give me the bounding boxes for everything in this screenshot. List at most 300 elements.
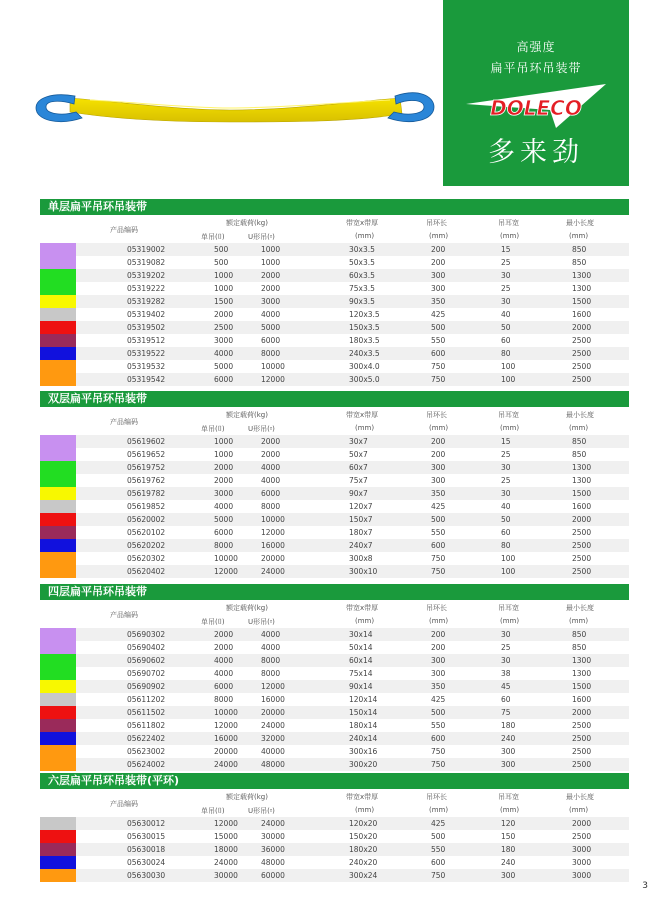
header-unit: (mm) [569,617,589,625]
cell-loop-length: 425 [431,502,446,511]
cell-loop-length: 750 [431,375,446,384]
header-width-thickness: 带宽x带厚 [346,604,379,612]
section-title: 单层扁平吊环吊装带 [40,199,629,215]
color-swatch [40,474,76,487]
header-min-length: 最小长度 [566,219,594,227]
cell-code: 05611202 [127,695,166,704]
color-swatch [40,360,76,373]
cell-min-length: 850 [572,437,587,446]
cell-loop-width: 25 [501,476,511,485]
header-min-length: 最小长度 [566,411,594,419]
cell-code: 05620202 [127,541,166,550]
header-unit: (mm) [569,424,589,432]
cell-width-thickness: 150x7 [349,515,373,524]
cell-u-load: 4000 [261,643,281,652]
cell-width-thickness: 30x7 [349,437,368,446]
color-swatch [40,373,76,386]
cell-loop-width: 40 [501,502,511,511]
product-section [40,391,629,578]
cell-single-load: 4000 [214,669,234,678]
table-row [40,758,629,771]
cell-single-load: 2000 [214,463,234,472]
cell-code: 05319282 [127,297,166,306]
cell-width-thickness: 300x24 [349,871,378,880]
cell-u-load: 60000 [261,871,285,880]
color-swatch [40,641,76,654]
cell-u-load: 6000 [261,489,281,498]
cell-code: 05619782 [127,489,166,498]
cell-single-load: 10000 [214,708,238,717]
cell-single-load: 4000 [214,656,234,665]
cell-single-load: 500 [214,258,229,267]
color-swatch [40,565,76,578]
table-row [40,448,629,461]
header-loop-width: 吊耳宽 [498,793,519,801]
table-row [40,719,629,732]
cell-width-thickness: 300x5.0 [349,375,380,384]
cell-code: 05619852 [127,502,166,511]
color-swatch [40,552,76,565]
cell-loop-length: 200 [431,643,446,652]
cell-loop-width: 60 [501,695,511,704]
table-row [40,513,629,526]
cell-u-load: 24000 [261,567,285,576]
cell-min-length: 3000 [572,871,592,880]
logo-text: DOLECO [490,96,582,120]
cell-min-length: 1300 [572,463,592,472]
color-swatch [40,869,76,882]
cell-loop-length: 300 [431,476,446,485]
cell-single-load: 2000 [214,630,234,639]
header-load: 额定载荷(kg) [226,604,268,612]
cell-min-length: 1500 [572,489,592,498]
cell-min-length: 2000 [572,819,592,828]
cell-single-load: 12000 [214,819,238,828]
header-u-loop: U形吊(⏒) [248,618,275,626]
cell-u-load: 2000 [261,271,281,280]
cell-min-length: 2500 [572,760,592,769]
cell-loop-length: 750 [431,362,446,371]
header-unit: (mm) [355,232,375,240]
cell-u-load: 4000 [261,476,281,485]
table-row [40,308,629,321]
cell-width-thickness: 300x16 [349,747,378,756]
cell-loop-width: 30 [501,656,511,665]
cell-u-load: 8000 [261,349,281,358]
header-unit: (mm) [569,806,589,814]
cell-width-thickness: 240x7 [349,541,373,550]
cell-single-load: 2000 [214,476,234,485]
cell-code: 05690302 [127,630,166,639]
cell-u-load: 8000 [261,502,281,511]
cell-loop-length: 500 [431,515,446,524]
header-width-thickness: 带宽x带厚 [346,411,379,419]
color-swatch [40,435,76,448]
cell-code: 05624002 [127,760,166,769]
cell-min-length: 2000 [572,515,592,524]
cell-loop-length: 500 [431,708,446,717]
cell-min-length: 1500 [572,297,592,306]
table-row [40,869,629,882]
cell-width-thickness: 90x3.5 [349,297,375,306]
color-swatch [40,282,76,295]
cell-loop-width: 50 [501,515,511,524]
color-swatch [40,461,76,474]
cell-width-thickness: 180x20 [349,845,378,854]
color-swatch [40,830,76,843]
header-unit: (mm) [500,617,520,625]
cell-loop-length: 425 [431,310,446,319]
cell-single-load: 10000 [214,554,238,563]
cell-loop-length: 750 [431,871,446,880]
table-row [40,667,629,680]
cell-min-length: 3000 [572,858,592,867]
cell-min-length: 2500 [572,528,592,537]
cell-u-load: 8000 [261,656,281,665]
cell-single-load: 8000 [214,541,234,550]
cell-loop-length: 200 [431,437,446,446]
cell-width-thickness: 60x7 [349,463,368,472]
cell-min-length: 850 [572,630,587,639]
cell-single-load: 16000 [214,734,238,743]
cell-loop-length: 500 [431,323,446,332]
cell-u-load: 4000 [261,463,281,472]
cell-loop-width: 120 [501,819,516,828]
cell-width-thickness: 180x7 [349,528,373,537]
brand-panel [443,0,629,186]
cell-loop-length: 300 [431,669,446,678]
color-swatch [40,693,76,706]
color-swatch [40,719,76,732]
cell-code: 05623002 [127,747,166,756]
table-row [40,334,629,347]
cell-loop-length: 750 [431,554,446,563]
color-swatch [40,500,76,513]
table-row [40,706,629,719]
header-u-loop: U形吊(⏒) [248,807,275,815]
color-swatch [40,758,76,771]
cell-width-thickness: 90x7 [349,489,368,498]
cell-loop-length: 425 [431,695,446,704]
cell-code: 05622402 [127,734,166,743]
cell-u-load: 12000 [261,528,285,537]
header-unit: (mm) [429,617,449,625]
cell-loop-length: 600 [431,858,446,867]
cell-single-load: 6000 [214,682,234,691]
cell-single-load: 5000 [214,515,234,524]
cell-code: 05620402 [127,567,166,576]
header-unit: (mm) [500,806,520,814]
section-title: 双层扁平吊环吊装带 [40,391,629,407]
table-row [40,843,629,856]
cell-code: 05319542 [127,375,166,384]
cell-loop-length: 350 [431,489,446,498]
table-row [40,360,629,373]
cell-single-load: 2500 [214,323,234,332]
cell-loop-width: 45 [501,682,511,691]
cell-code: 05619652 [127,450,166,459]
header-loop-length: 吊环长 [426,604,447,612]
cell-code: 05319202 [127,271,166,280]
cell-loop-width: 30 [501,463,511,472]
cell-min-length: 850 [572,245,587,254]
cell-loop-width: 80 [501,349,511,358]
cell-width-thickness: 300x20 [349,760,378,769]
table-row [40,732,629,745]
table-row [40,321,629,334]
cell-width-thickness: 120x7 [349,502,373,511]
cell-width-thickness: 300x10 [349,567,378,576]
color-swatch [40,680,76,693]
header-loop-width: 吊耳宽 [498,604,519,612]
product-section [40,584,629,771]
cell-code: 05319502 [127,323,166,332]
cell-min-length: 2500 [572,336,592,345]
table-row [40,526,629,539]
cell-loop-length: 750 [431,747,446,756]
cell-min-length: 1600 [572,502,592,511]
cell-width-thickness: 50x14 [349,643,373,652]
cell-code: 05319402 [127,310,166,319]
cell-single-load: 12000 [214,721,238,730]
cell-code: 05630012 [127,819,166,828]
table-row [40,461,629,474]
cell-loop-width: 30 [501,271,511,280]
cell-loop-length: 350 [431,682,446,691]
cell-loop-width: 80 [501,541,511,550]
cell-single-load: 24000 [214,760,238,769]
cell-single-load: 2000 [214,310,234,319]
header-code: 产品编码 [110,226,138,234]
table-subheader-row [40,226,629,243]
header-loop-length: 吊环长 [426,793,447,801]
cell-code: 05630030 [127,871,166,880]
color-swatch [40,334,76,347]
cell-width-thickness: 180x3.5 [349,336,380,345]
cell-code: 05630024 [127,858,166,867]
cell-single-load: 6000 [214,375,234,384]
color-swatch [40,745,76,758]
cell-u-load: 24000 [261,819,285,828]
cell-min-length: 1300 [572,271,592,280]
cell-min-length: 850 [572,450,587,459]
brand-name-cn: 多来劲 [488,137,584,168]
cell-single-load: 1000 [214,450,234,459]
cell-single-load: 4000 [214,502,234,511]
cell-single-load: 5000 [214,362,234,371]
cell-loop-length: 300 [431,284,446,293]
cell-single-load: 3000 [214,336,234,345]
cell-loop-width: 25 [501,258,511,267]
cell-loop-width: 15 [501,245,511,254]
header-unit: (mm) [429,806,449,814]
brand-tagline-1: 高强度 [516,40,556,54]
sling-illustration [30,88,440,138]
cell-code: 05620002 [127,515,166,524]
cell-single-load: 8000 [214,695,234,704]
cell-code: 05690402 [127,643,166,652]
cell-width-thickness: 300x8 [349,554,373,563]
cell-loop-width: 300 [501,871,516,880]
cell-loop-width: 240 [501,858,516,867]
cell-u-load: 30000 [261,832,285,841]
cell-width-thickness: 30x14 [349,630,373,639]
cell-u-load: 40000 [261,747,285,756]
color-swatch [40,856,76,869]
cell-loop-length: 600 [431,349,446,358]
cell-loop-width: 40 [501,310,511,319]
header-unit: (mm) [355,806,375,814]
cell-u-load: 1000 [261,258,281,267]
cell-single-load: 500 [214,245,229,254]
cell-width-thickness: 75x14 [349,669,373,678]
table-row [40,269,629,282]
color-swatch [40,269,76,282]
cell-width-thickness: 240x3.5 [349,349,380,358]
page-number: 3 [642,881,648,891]
table-row [40,243,629,256]
table-subheader-row [40,611,629,628]
cell-u-load: 2000 [261,437,281,446]
cell-loop-width: 15 [501,437,511,446]
header-width-thickness: 带宽x带厚 [346,219,379,227]
color-swatch [40,667,76,680]
cell-loop-width: 38 [501,669,511,678]
table-row [40,539,629,552]
table-row [40,500,629,513]
cell-code: 05630018 [127,845,166,854]
cell-loop-length: 500 [431,832,446,841]
cell-width-thickness: 150x3.5 [349,323,380,332]
cell-width-thickness: 60x3.5 [349,271,375,280]
cell-loop-width: 25 [501,643,511,652]
cell-min-length: 850 [572,258,587,267]
cell-width-thickness: 50x3.5 [349,258,375,267]
cell-code: 05319082 [127,258,166,267]
cell-loop-length: 200 [431,258,446,267]
header-load: 额定载荷(kg) [226,793,268,801]
cell-code: 05690902 [127,682,166,691]
header-unit: (mm) [500,232,520,240]
cell-width-thickness: 90x14 [349,682,373,691]
cell-width-thickness: 150x20 [349,832,378,841]
cell-code: 05619752 [127,463,166,472]
color-swatch [40,347,76,360]
header-load: 额定载荷(kg) [226,411,268,419]
cell-loop-width: 180 [501,721,516,730]
cell-u-load: 20000 [261,708,285,717]
cell-loop-length: 550 [431,845,446,854]
cell-min-length: 2500 [572,554,592,563]
cell-u-load: 48000 [261,760,285,769]
header-code: 产品编码 [110,800,138,808]
table-row [40,487,629,500]
table-row [40,347,629,360]
cell-loop-width: 75 [501,708,511,717]
color-swatch [40,243,76,256]
cell-loop-width: 50 [501,323,511,332]
cell-loop-width: 100 [501,375,516,384]
cell-min-length: 2500 [572,747,592,756]
cell-code: 05319222 [127,284,166,293]
cell-min-length: 2500 [572,541,592,550]
cell-code: 05620302 [127,554,166,563]
header-code: 产品编码 [110,418,138,426]
cell-width-thickness: 150x14 [349,708,378,717]
color-swatch [40,843,76,856]
cell-loop-length: 200 [431,450,446,459]
table-row [40,552,629,565]
cell-loop-width: 25 [501,284,511,293]
header-single: 单吊(⌷) [201,618,225,626]
cell-u-load: 24000 [261,721,285,730]
cell-loop-width: 150 [501,832,516,841]
table-row [40,641,629,654]
cell-loop-length: 300 [431,463,446,472]
cell-u-load: 10000 [261,362,285,371]
cell-min-length: 2000 [572,323,592,332]
cell-loop-width: 30 [501,630,511,639]
cell-code: 05611502 [127,708,166,717]
table-row [40,830,629,843]
header-u-loop: U形吊(⏒) [248,425,275,433]
color-swatch [40,308,76,321]
color-swatch [40,526,76,539]
cell-single-load: 24000 [214,858,238,867]
header-unit: (mm) [355,617,375,625]
cell-min-length: 850 [572,643,587,652]
cell-loop-length: 200 [431,630,446,639]
cell-loop-length: 300 [431,656,446,665]
cell-loop-length: 750 [431,567,446,576]
cell-code: 05611802 [127,721,166,730]
cell-loop-length: 550 [431,528,446,537]
cell-loop-length: 200 [431,245,446,254]
header-width-thickness: 带宽x带厚 [346,793,379,801]
table-row [40,693,629,706]
cell-code: 05319522 [127,349,166,358]
cell-min-length: 2500 [572,362,592,371]
cell-min-length: 1500 [572,682,592,691]
cell-min-length: 1600 [572,695,592,704]
header-unit: (mm) [429,424,449,432]
table-row [40,474,629,487]
cell-min-length: 1300 [572,476,592,485]
cell-loop-length: 300 [431,271,446,280]
cell-min-length: 2500 [572,349,592,358]
color-swatch [40,732,76,745]
cell-u-load: 20000 [261,554,285,563]
cell-loop-width: 30 [501,297,511,306]
color-swatch [40,539,76,552]
cell-single-load: 1000 [214,271,234,280]
cell-u-load: 8000 [261,669,281,678]
cell-loop-length: 550 [431,336,446,345]
cell-u-load: 16000 [261,695,285,704]
header-min-length: 最小长度 [566,793,594,801]
product-section [40,773,629,882]
table-row [40,654,629,667]
header-unit: (mm) [500,424,520,432]
cell-loop-width: 100 [501,567,516,576]
table-subheader-row [40,800,629,817]
cell-single-load: 2000 [214,643,234,652]
cell-min-length: 2000 [572,708,592,717]
header-unit: (mm) [429,232,449,240]
cell-min-length: 2500 [572,567,592,576]
cell-width-thickness: 75x7 [349,476,368,485]
table-row [40,282,629,295]
